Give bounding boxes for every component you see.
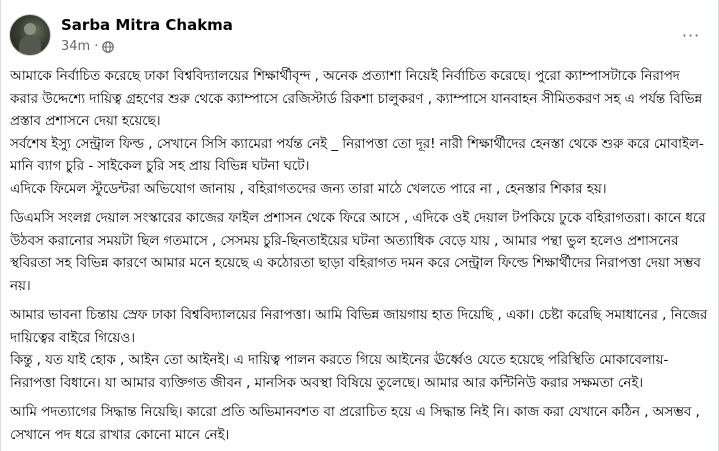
avatar[interactable] — [9, 14, 51, 56]
post-paragraph: ডিএমসি সংলগ্ন দেয়াল সংস্কারের কাজের ফাইল প্রশাসন থেকে ফিরে আসে , এদিকে ওই দেয়াল টপকিয়ে ঢুকে বহিরাগতরা। কানে ধরে উঠবস করানোর সময়টা ছিল গতমাসে , সেসময় চুরি-ছিনতাইয়ের ঘটনা অত্যাধিক বেড়ে যায় , আমার পন্থা ভুল হলেও প্রশাসনের স্থবিরতা সহ বিভিন্ন কারণে আমার মনে হয়েছে এ কঠোরতা ছাড়া বহিরাগত দমন করে সেন্ট্রাল ফিল্ডে শিক্ষার্থীদের নিরাপত্তা দেয়া সম্ভব নয়। — [10, 211, 706, 294]
globe-icon[interactable] — [102, 41, 114, 53]
avatar-body-shape — [19, 35, 41, 56]
post-meta — [61, 39, 114, 54]
post-time[interactable]: 34m — [61, 39, 91, 54]
post-paragraph: আমার ভাবনা চিন্তায় স্রেফ ঢাকা বিশ্ববিদ্যালয়ের নিরাপত্তা। আমি বিভিন্ন জায়গায় হাত দিয়েছি , একা। চেষ্টা করেছি সমাধানের , নিজের দায়িত্বের বাইরে গিয়েও। — [10, 308, 708, 346]
post-paragraph: আমাকে নির্বাচিত করেছে ঢাকা বিশ্ববিদ্যালয়ের শিক্ষার্থীবৃন্দ , অনেক প্রত্যাশা নিয়েই নির্বাচিত করেছে। পুরো ক্যাম্পাসটাকে নিরাপদ করার উদ্দেশ্যে দায়িত্ব গ্রহণের শুরু থেকে ক্যাম্পাসে রেজিস্টার্ড রিকশা চালুকরণ , ক্যাম্পাসে যানবাহন সীমিতকরণ সহ এ পর্যন্ত বিভিন্ন প্রস্তাব প্রশাসনে দেয়া হয়েছে। — [10, 69, 703, 129]
more-options-icon[interactable]: ··· — [681, 25, 701, 45]
post-paragraph: এদিকে ফিমেল স্টুডেন্টরা অভিযোগ জানায় , বহিরাগতদের জন্য তারা মাঠে খেলতে পারে না , হেনস্তার শিকার হয়। — [10, 181, 607, 197]
avatar-head-shape — [24, 23, 36, 35]
post-paragraph: কিন্তু , যত যাই হোক , আইন তো আইনই। এ দায়িত্ব পালন করতে গিয়ে আইনের ঊর্ধ্বেও যেতে হয়েছে পরিস্থিতি মোকাবেলায়-নিরাপত্তা বিধানে। যা আমার ব্যক্তিগত জীবন , মানসিক অবস্থা বিষিয়ে তুলেছে। আমার আর কন্টিনিউ করার সক্ষমতা নেই। — [10, 353, 669, 391]
post-paragraph: সর্বশেষ ইস্যু সেন্ট্রাল ফিল্ড , সেখানে সিসি ক্যামেরা পর্যন্ত নেই _ নিরাপত্তা তো দূর! নারী শিক্ষার্থীদের হেনস্তা থেকে শুরু করে মোবাইল-মানি ব্যাগ চুরি - সাইকেল চুরি সহ প্রায় বিভিন্ন ঘটনা ঘটে। — [10, 136, 704, 174]
author-name[interactable]: Sarba Mitra Chakma — [61, 16, 233, 34]
post-paragraph: আমি পদত্যাগের সিদ্ধান্ত নিয়েছি। কারো প্রতি অভিমানবশত বা প্ররোচিত হয়ে এ সিদ্ধান্ত নিই নি। কাজ করা যেখানে কঠিন , অসম্ভব , সেখানে পদ ধরে রাখার কোনো মানে নেই। — [10, 405, 700, 443]
meta-separator: · — [94, 39, 99, 54]
post-body — [10, 66, 708, 447]
post-header — [1, 0, 718, 66]
